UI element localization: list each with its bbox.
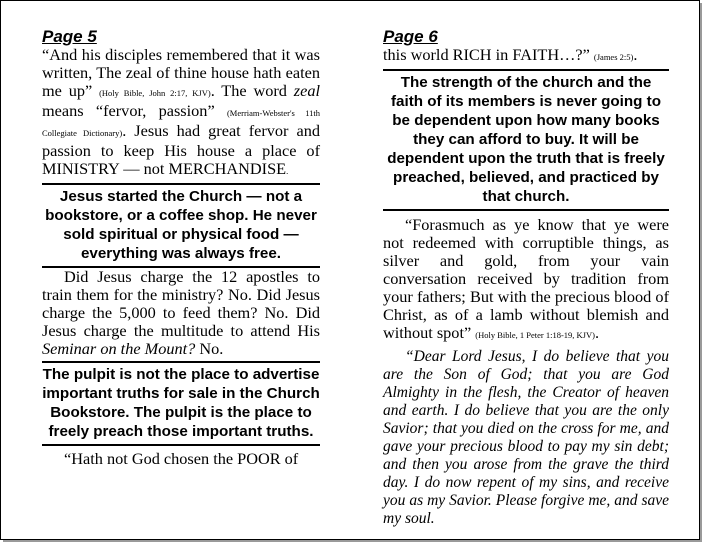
right-column <box>383 28 669 528</box>
page-5-label: Page 5 <box>42 27 97 46</box>
left-paragraph-1 <box>42 46 320 180</box>
right-paragraph-1 <box>383 46 669 66</box>
callout-pulpit: The pulpit is not the place to advertise important truths for sale in the Church Bookstore. The pulpit is the place to freely preach those important truths. <box>42 366 320 440</box>
paragraph-end: . <box>286 166 289 176</box>
right-paragraph-2 <box>383 216 669 344</box>
james-citation: (James 2:5) <box>593 52 634 62</box>
divider-rule <box>42 444 320 446</box>
paragraph-end: . <box>594 323 600 342</box>
redeemed-quote: “Forasmuch as ye know that ye were not redeemed with corruptible things, as silver and gold, from your vain conversation received by tradition from your fathers; But with the precious blood of Christ, as of a lamb without blemish and without spot” <box>383 215 669 342</box>
left-paragraph-3: “Hath not God chosen the POOR of <box>64 449 299 468</box>
john-citation: (Holy Bible, John 2:17, KJV) <box>99 88 211 98</box>
no-answer: No. <box>199 339 224 358</box>
salvation-prayer: “Dear Lord Jesus, I do believe that you are the Son of God; that you are God Almighty in the flesh, the Creator of heaven and earth. I do believe that you are the only Savior; that you died on the cross for me, and gave your precious blood to pay my sin debt; and then you arose from the grave the third day. I do now repent of my sins, and receive you as my Savior. Please forgive me, and save my soul. <box>383 348 669 527</box>
rich-in-faith-text: this world RICH in FAITH…?” <box>383 45 590 64</box>
zeal-quote: “And his disciples remembered that it was written, The zeal of thine house hath eaten me up” <box>42 45 320 100</box>
callout-church-free: Jesus started the Church — not a bookstore, or a coffee shop. He never sold spiritual or physical food — everything was always free. <box>45 188 317 262</box>
divider-rule <box>383 209 669 211</box>
paragraph-end: . <box>633 45 638 64</box>
peter-citation: (Holy Bible, 1 Peter 1:18-19, KJV) <box>475 330 595 340</box>
seminar-title: Seminar on the Mount? <box>42 339 196 358</box>
page-6-label: Page 6 <box>383 27 438 46</box>
divider-rule <box>42 183 320 185</box>
divider-rule <box>383 69 669 71</box>
callout-church-strength: The strength of the church and the faith of its members is never going to be dependent upon how many books they can afford to buy. It will be dependent upon the truth that is freely preached, believed, and practiced by that church. <box>387 74 665 205</box>
means-text: means “fervor, passion” <box>42 101 215 120</box>
divider-rule <box>42 361 320 363</box>
left-column <box>42 28 320 468</box>
jesus-charge-text: Did Jesus charge the 12 apostles to train them for the ministry? No. Did Jesus charge the 5,000 to feed them? No. Did Jesus charge the multitude to attend His <box>42 267 320 340</box>
zeal-word: zeal <box>293 81 320 100</box>
dictionary-citation: (Merriam-Webster's 11th Collegiate Dictionary) <box>42 108 320 138</box>
left-paragraph-2 <box>42 268 320 358</box>
the-word-text: . The word <box>210 81 287 100</box>
fervor-text: . Jesus had great fervor and passion to keep His house a place of MINISTRY — not MERCHANDISE <box>42 121 320 178</box>
